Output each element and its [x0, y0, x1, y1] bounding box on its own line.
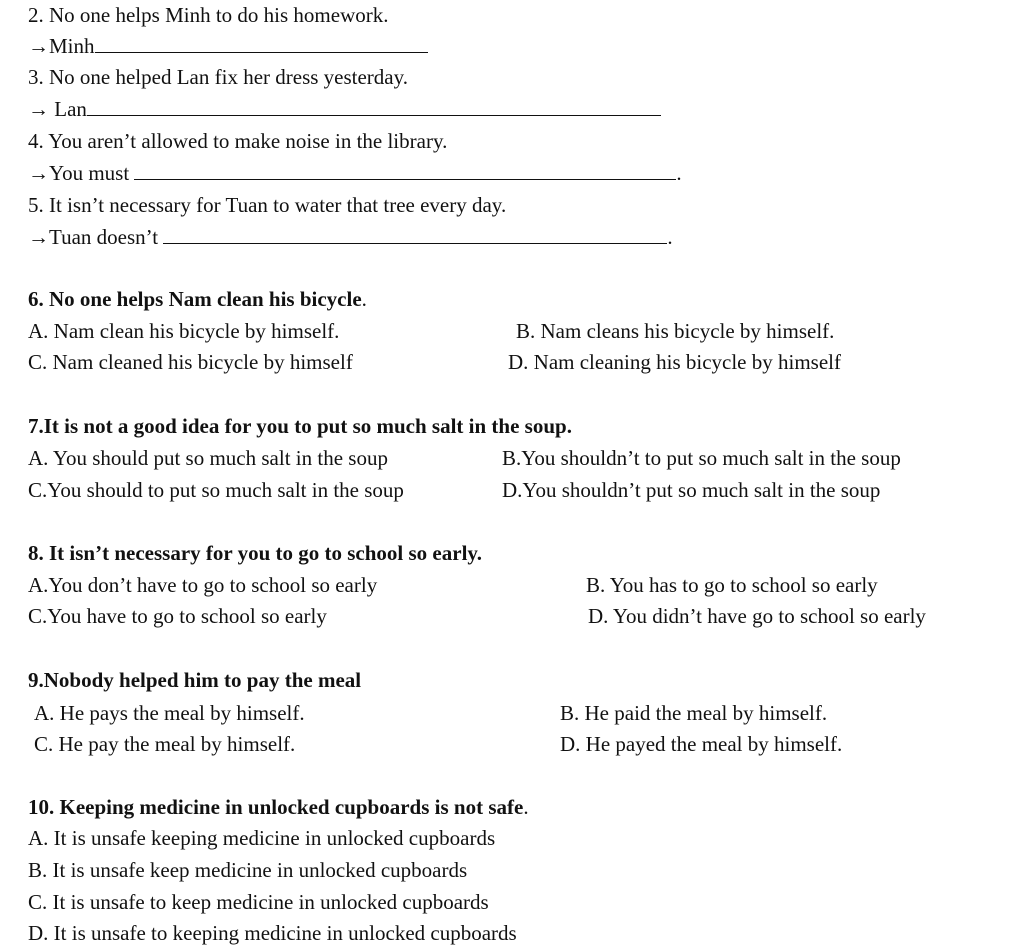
q3-answer-start: Lan	[49, 97, 87, 121]
q4-answer-line	[28, 160, 682, 186]
q4-answer-start: You must	[49, 161, 135, 185]
q8-option-c[interactable]: C.You have to go to school so early	[28, 604, 327, 628]
q7-question: 7.It is not a good idea for you to put so much salt in the soup.	[28, 414, 572, 438]
q5-answer-end: .	[667, 225, 673, 249]
q4-answer-end: .	[676, 161, 682, 185]
q6-question-end: .	[361, 287, 367, 311]
q9-option-b[interactable]: B. He paid the meal by himself.	[560, 701, 828, 725]
q5-answer-blank[interactable]	[163, 225, 667, 244]
q6-option-b[interactable]: B. Nam cleans his bicycle by himself.	[516, 319, 835, 343]
q3-answer-blank[interactable]	[87, 97, 661, 116]
q3-prompt: 3. No one helped Lan fix her dress yesterday.	[28, 65, 409, 89]
q10-option-b[interactable]: B. It is unsafe keep medicine in unlocked cupboards	[28, 858, 468, 882]
q9-option-a[interactable]: A. He pays the meal by himself.	[34, 701, 305, 725]
q6-option-a[interactable]: A. Nam clean his bicycle by himself.	[28, 319, 340, 343]
q8-question: 8. It isn’t necessary for you to go to school so early.	[28, 541, 482, 565]
q10-option-d[interactable]: D. It is unsafe to keeping medicine in unlocked cupboards	[28, 921, 517, 945]
q8-option-b[interactable]: B. You has to go to school so early	[586, 573, 878, 597]
q6-option-c[interactable]: C. Nam cleaned his bicycle by himself	[28, 350, 353, 374]
q8-option-a[interactable]: A.You don’t have to go to school so early	[28, 573, 378, 597]
q6-option-d[interactable]: D. Nam cleaning his bicycle by himself	[508, 350, 841, 374]
q7-option-a[interactable]: A. You should put so much salt in the soup	[28, 446, 388, 470]
q7-option-d[interactable]: D.You shouldn’t put so much salt in the soup	[502, 478, 881, 502]
q2-answer-start: Minh	[49, 34, 95, 58]
q10-question	[28, 794, 529, 820]
q5-prompt: 5. It isn’t necessary for Tuan to water that tree every day.	[28, 193, 507, 217]
q8-option-d[interactable]: D. You didn’t have go to school so early	[588, 604, 926, 628]
q2-prompt: 2. No one helps Minh to do his homework.	[28, 3, 389, 27]
q9-option-d[interactable]: D. He payed the meal by himself.	[560, 732, 843, 756]
q4-answer-blank[interactable]	[134, 161, 676, 180]
q10-option-c[interactable]: C. It is unsafe to keep medicine in unlocked cupboards	[28, 890, 489, 914]
q5-answer-start: Tuan doesn’t	[49, 225, 164, 249]
q2-answer-line	[28, 33, 428, 59]
q6-question-text: 6. No one helps Nam clean his bicycle	[28, 287, 362, 311]
q10-question-end: .	[523, 795, 529, 819]
q9-option-c[interactable]: C. He pay the meal by himself.	[34, 732, 296, 756]
q7-option-c[interactable]: C.You should to put so much salt in the soup	[28, 478, 404, 502]
q6-question	[28, 286, 367, 312]
q9-question: 9.Nobody helped him to pay the meal	[28, 668, 362, 692]
q10-option-a[interactable]: A. It is unsafe keeping medicine in unlocked cupboards	[28, 826, 496, 850]
arrow-icon: →	[28, 161, 49, 185]
q5-answer-line	[28, 224, 673, 250]
q3-answer-line	[28, 96, 661, 122]
q2-answer-blank[interactable]	[95, 34, 428, 53]
q10-question-text: 10. Keeping medicine in unlocked cupboards is not safe	[28, 795, 524, 819]
arrow-icon: →	[28, 97, 49, 121]
arrow-icon: →	[28, 225, 49, 249]
q7-option-b[interactable]: B.You shouldn’t to put so much salt in the soup	[502, 446, 901, 470]
arrow-icon: →	[28, 34, 49, 58]
q4-prompt: 4. You aren’t allowed to make noise in the library.	[28, 129, 448, 153]
